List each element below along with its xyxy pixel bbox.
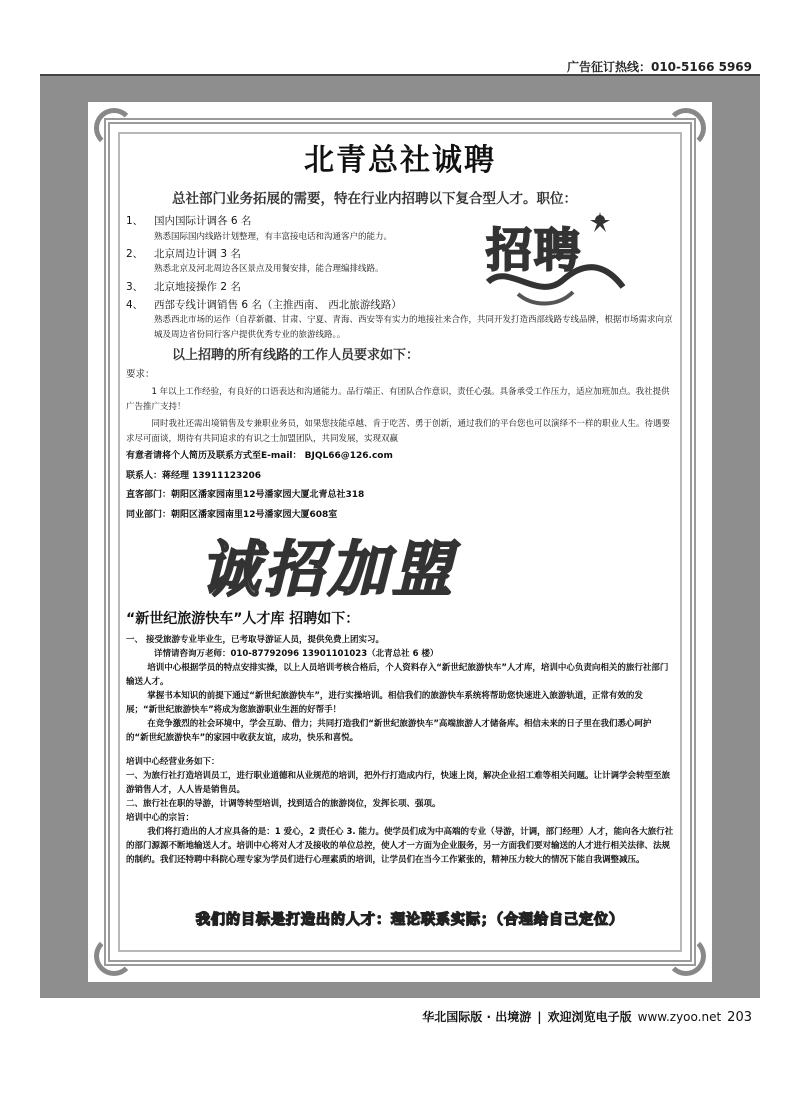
position-number: 1、	[126, 215, 144, 228]
position-number: 2、	[126, 248, 144, 261]
business-item: 二、旅行社在职的导游，计调等转型培训，找到适合的旅游岗位，发挥长项、强项。	[126, 799, 441, 810]
peer-dept-address: 同业部门：朝阳区潘家园南里12号潘家园大厦608室	[126, 510, 338, 521]
talent-paragraph: 在竞争激烈的社会环境中，学会互助、借力；共同打造我们“新世纪旅游快车”高端旅游人才储备库。相信未来的日子里在我们悉心呵护的“新世纪旅游快车”的家园中收获友谊，成功，快乐和喜悦。	[126, 719, 652, 744]
ornament-corner-icon	[94, 936, 134, 976]
footer-separator: |	[537, 1010, 542, 1024]
talent-pool-title: “新世纪旅游快车”人才库 招聘如下：	[126, 611, 360, 627]
position-name: 西部专线计调销售 6 名（主推西南、 西北旅游线路）	[154, 299, 402, 312]
requirement-paragraph: 同时我社还需出境销售及专兼职业务员，如果您技能卓越、肯于吃苦、勇于创新，通过我们的平台您也可以演绎不一样的职业人生。待遇要求尽可面谈，期待有共同追求的有识之士加盟团队，共同发展，实现双赢	[126, 418, 671, 444]
tenet-paragraph: 我们将打造出的人才应具备的是：1 爱心，2 责任心 3. 能力。使学员们成为中高端的专业（导游，计调，部门经理）人才，能向各大旅行社的部门源源不断地输送人才。培训中心将对人才及接收的单位总控，使人才一方面为企业服务，另一方面我们要对输送的人才进行相关法律、法规的制约。我们还特聘中科院心理专家为学员们进行心理素质的培训，让学员们在当今工作紧张的，精神压力较大的情况下能自我调整减压。	[126, 827, 674, 866]
requirements-heading: 以上招聘的所有线路的工作人员要求如下：	[172, 348, 420, 364]
business-heading: 培训中心经营业务如下：	[126, 757, 220, 768]
recruitment-ad	[126, 138, 674, 526]
position-desc: 熟悉国际国内线路计划整理，有丰富接电话和沟通客户的能力。	[154, 231, 393, 242]
ornament-corner-icon	[666, 936, 706, 976]
position-desc: 熟悉西北市场的运作（自荐新疆、甘肃、宁夏、青海、西安等有实力的地接社来合作，共同开发打造西部线路专线品牌，根据市场需求向京城及周边省份同行客户提供优秀专业的旅游线路。。	[154, 315, 673, 340]
edition-label: 华北国际版 · 出境游	[422, 1010, 532, 1024]
direct-dept-address: 直客部门：朝阳区潘家园南里12号潘家园大厦北青总社318	[126, 490, 365, 501]
position-name: 北京地接操作 2 名	[154, 280, 241, 293]
page-number: 203	[727, 1010, 752, 1025]
talent-paragraph: 培训中心根据学员的特点安排实操，以上人员培训考核合格后，个人资料存入“新世纪旅游快车”人才库，培训中心负责向相关的旅行社部门输送人才。	[126, 663, 669, 688]
slogan: 我们的目标是打造出的人才：理论联系实际；（合理给自己定位）	[196, 912, 624, 928]
ad-title: 北青总社诚聘	[304, 143, 496, 178]
position-desc: 熟悉北京及河北周边各区景点及用餐安排，能合理编排线路。	[154, 264, 384, 275]
contact-person: 联系人：蒋经理 13911123206	[126, 470, 262, 481]
consult-contact: 详情请咨询万老师：010-87792096 13901101023（北青总社 6 楼）	[154, 649, 439, 660]
talent-pool-ad	[126, 608, 674, 867]
ad-hotline: 广告征订热线：010-5166 5969	[566, 60, 752, 74]
zhaopin-logo-text: 招聘	[486, 223, 582, 277]
footer-tagline: 欢迎浏览电子版	[547, 1010, 632, 1024]
talent-paragraph: 掌握书本知识的前提下通过“新世纪旅游快车”，进行实操培训。相信我们的旅游快车系统将帮助您快速进入旅游轨道，正常有效的发展；“新世纪旅游快车”将成为您旅游职业生涯的好帮手！	[126, 691, 643, 716]
join-banner	[200, 522, 600, 605]
requirement-paragraph: 1 年以上工作经验，有良好的口语表达和沟通能力。品行端正、有团队合作意识，责任心强。具备承受工作压力，适应加班加点。我社提供广告推广支持！	[126, 387, 670, 412]
page-footer	[422, 1008, 752, 1025]
website-link[interactable]: www.zyoo.net	[637, 1010, 722, 1024]
requirements-label: 要求：	[126, 369, 155, 381]
contact-email: 有意者请将个人简历及联系方式至E-mail： BJQL66@126.com	[126, 450, 393, 461]
tenet-heading: 培训中心的宗旨：	[126, 813, 195, 824]
spacer	[126, 745, 674, 755]
position-number: 4、	[126, 299, 144, 312]
position-number: 3、	[126, 280, 144, 293]
join-banner-text: 诚招加盟	[200, 535, 456, 605]
position-name: 北京周边计调 3 名	[154, 248, 241, 261]
business-item: 一、为旅行社打造培训员工，进行职业道德和从业规范的培训，把外行打造成内行，快速上岗，解决企业招工难等相关问题。让计调学会转型至旅游销售人才，人人皆是销售员。	[126, 771, 671, 796]
talent-item: 一、 接受旅游专业毕业生，已考取导游证人员，提供免费上团实习。	[126, 635, 384, 646]
ad-intro: 总社部门业务拓展的需要，特在行业内招聘以下复合型人才。职位：	[172, 190, 577, 207]
zhaopin-logo	[478, 212, 628, 308]
position-name: 国内国际计调各 6 名	[154, 215, 252, 228]
